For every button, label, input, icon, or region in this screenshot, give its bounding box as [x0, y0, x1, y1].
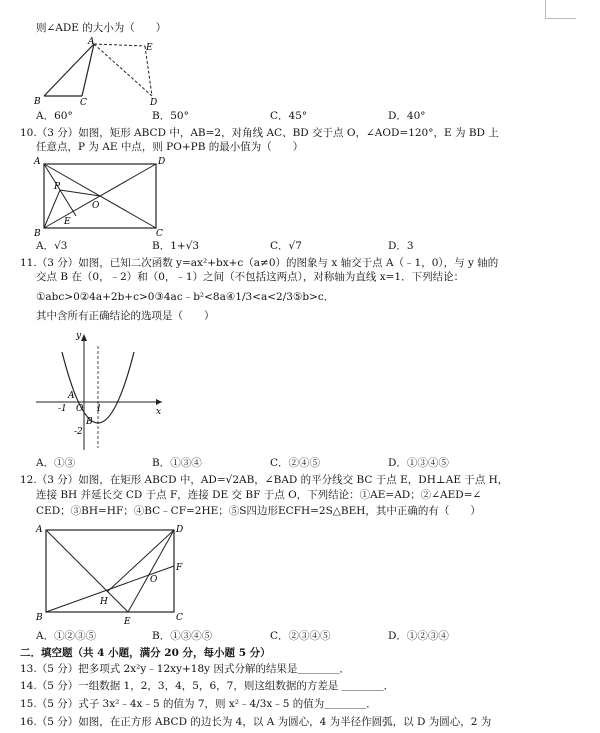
- q11-option-d: D．①③④⑤: [388, 457, 449, 469]
- page-corner-marker: [545, 0, 576, 19]
- q12-option-b: B．①③④⑤: [152, 630, 213, 642]
- q12-label-b: B: [36, 613, 43, 623]
- q11-label-y: y: [76, 331, 82, 341]
- q11-line1: 11.（3 分）如图，已知二次函数 y=ax²+bx+c（a≠0）的图象与 x 轴交于点 A（﹣1，0），与 y 轴的: [20, 257, 499, 269]
- q11-figure: [32, 330, 172, 455]
- q9-label-a: A: [88, 37, 95, 47]
- q10-figure: [30, 156, 165, 238]
- q11-label-minus2: -2: [74, 427, 83, 437]
- q11-label-o: O: [76, 404, 84, 414]
- q9-label-d: D: [150, 98, 158, 106]
- q10-label-o: O: [92, 201, 100, 211]
- q10-option-c: C．√7: [270, 240, 302, 252]
- q9-stem: 则∠ADE 的大小为（ ）: [36, 22, 167, 34]
- q9-figure: [30, 36, 170, 106]
- q15-text: 15.（5 分）式子 3x²﹣4x﹣5 的值为 7，则 x²﹣4/3x﹣5 的值为＿＿＿＿．: [20, 698, 377, 710]
- q12-line1: 12.（3 分）如图，在矩形 ABCD 中，AD=√2AB，∠BAD 的平分线交 BC 于点 E，DH⊥AE 于点 H，: [20, 474, 509, 486]
- q11-label-x: x: [156, 407, 162, 417]
- q10-line1: 10.（3 分）如图，矩形 ABCD 中，AB=2，对角线 AC、BD 交于点 O，∠AOD=120°，E 为 BD 上: [20, 127, 499, 139]
- q10-option-d: D．3: [388, 240, 414, 252]
- q11-option-a: A．①③: [36, 457, 76, 469]
- q10-option-b: B．1+√3: [152, 240, 200, 252]
- section2-title: 二．填空题（共 4 小题，满分 20 分，每小题 5 分）: [20, 647, 271, 659]
- q10-label-a: A: [34, 157, 41, 167]
- q9-label-e: E: [146, 43, 153, 53]
- q12-label-d: D: [176, 525, 184, 535]
- q9-label-b: B: [34, 97, 41, 106]
- q10-label-b: B: [34, 229, 41, 238]
- q11-option-c: C．②④⑤: [270, 457, 321, 469]
- q13-text: 13.（5 分）把多项式 2x²y﹣12xy+18y 因式分解的结果是＿＿＿＿．: [20, 663, 350, 675]
- q10-label-e: E: [64, 217, 71, 227]
- q12-figure: [30, 520, 190, 628]
- q11-option-b: B．①③④: [152, 457, 202, 469]
- q10-option-a: A．√3: [36, 240, 68, 252]
- q12-label-a: A: [36, 525, 43, 535]
- q9-option-c: C．45°: [270, 110, 308, 122]
- q12-line2: 连接 BH 并延长交 CD 于点 F，连接 DE 交 BF 于点 O，下列结论：①AE=AD；②∠AED=∠: [36, 489, 482, 501]
- q12-option-d: D．①②③④: [388, 630, 449, 642]
- q10-label-p: P: [54, 182, 61, 192]
- q12-line3: CED；③BH=HF；④BC﹣CF=2HE；⑤S四边形ECFH=2S△BEH，其中正确的有（ ）: [36, 505, 481, 517]
- q11-label-b: B: [86, 417, 93, 427]
- q12-option-a: A．①②③⑤: [36, 630, 97, 642]
- q16-text: 16.（5 分）如图，在正方形 ABCD 的边长为 4，以 A 为圆心，4 为半径作圆弧，以 D 为圆心，2 为: [20, 716, 492, 728]
- q10-label-c: C: [156, 229, 163, 238]
- q11-line3: ①abc>0②4a+2b+c>0③4ac﹣b²<8a④1/3<a<2/3⑤b>c．: [36, 291, 335, 303]
- q12-label-c: C: [176, 613, 183, 623]
- q11-label-a: A: [68, 391, 75, 401]
- q12-option-c: C．②③④⑤: [270, 630, 331, 642]
- q11-label-1: 1: [96, 404, 102, 414]
- q9-option-a: A．60°: [36, 110, 73, 122]
- q9-option-b: B．50°: [152, 110, 189, 122]
- q9-option-d: D．40°: [388, 110, 426, 122]
- q10-line2: 任意点，P 为 AE 中点，则 PO+PB 的最小值为（ ）: [36, 141, 304, 153]
- q14-text: 14.（5 分）一组数据 1，2，3，4，5，6，7，则这组数据的方差是 ＿＿＿＿．: [20, 680, 395, 692]
- q11-line2: 交点 B 在（0，﹣2）和（0，﹣1）之间（不包括这两点），对称轴为直线 x=1．下列结论：: [36, 271, 465, 283]
- q12-label-o: O: [150, 575, 158, 585]
- q11-line4: 其中含所有正确结论的选项是（ ）: [36, 310, 215, 322]
- q9-label-c: C: [80, 98, 87, 106]
- q12-label-h: H: [100, 597, 108, 607]
- q12-label-f: F: [176, 563, 183, 573]
- q11-label-minus1: -1: [58, 404, 67, 414]
- q10-label-d: D: [158, 157, 165, 167]
- q12-label-e: E: [124, 617, 131, 627]
